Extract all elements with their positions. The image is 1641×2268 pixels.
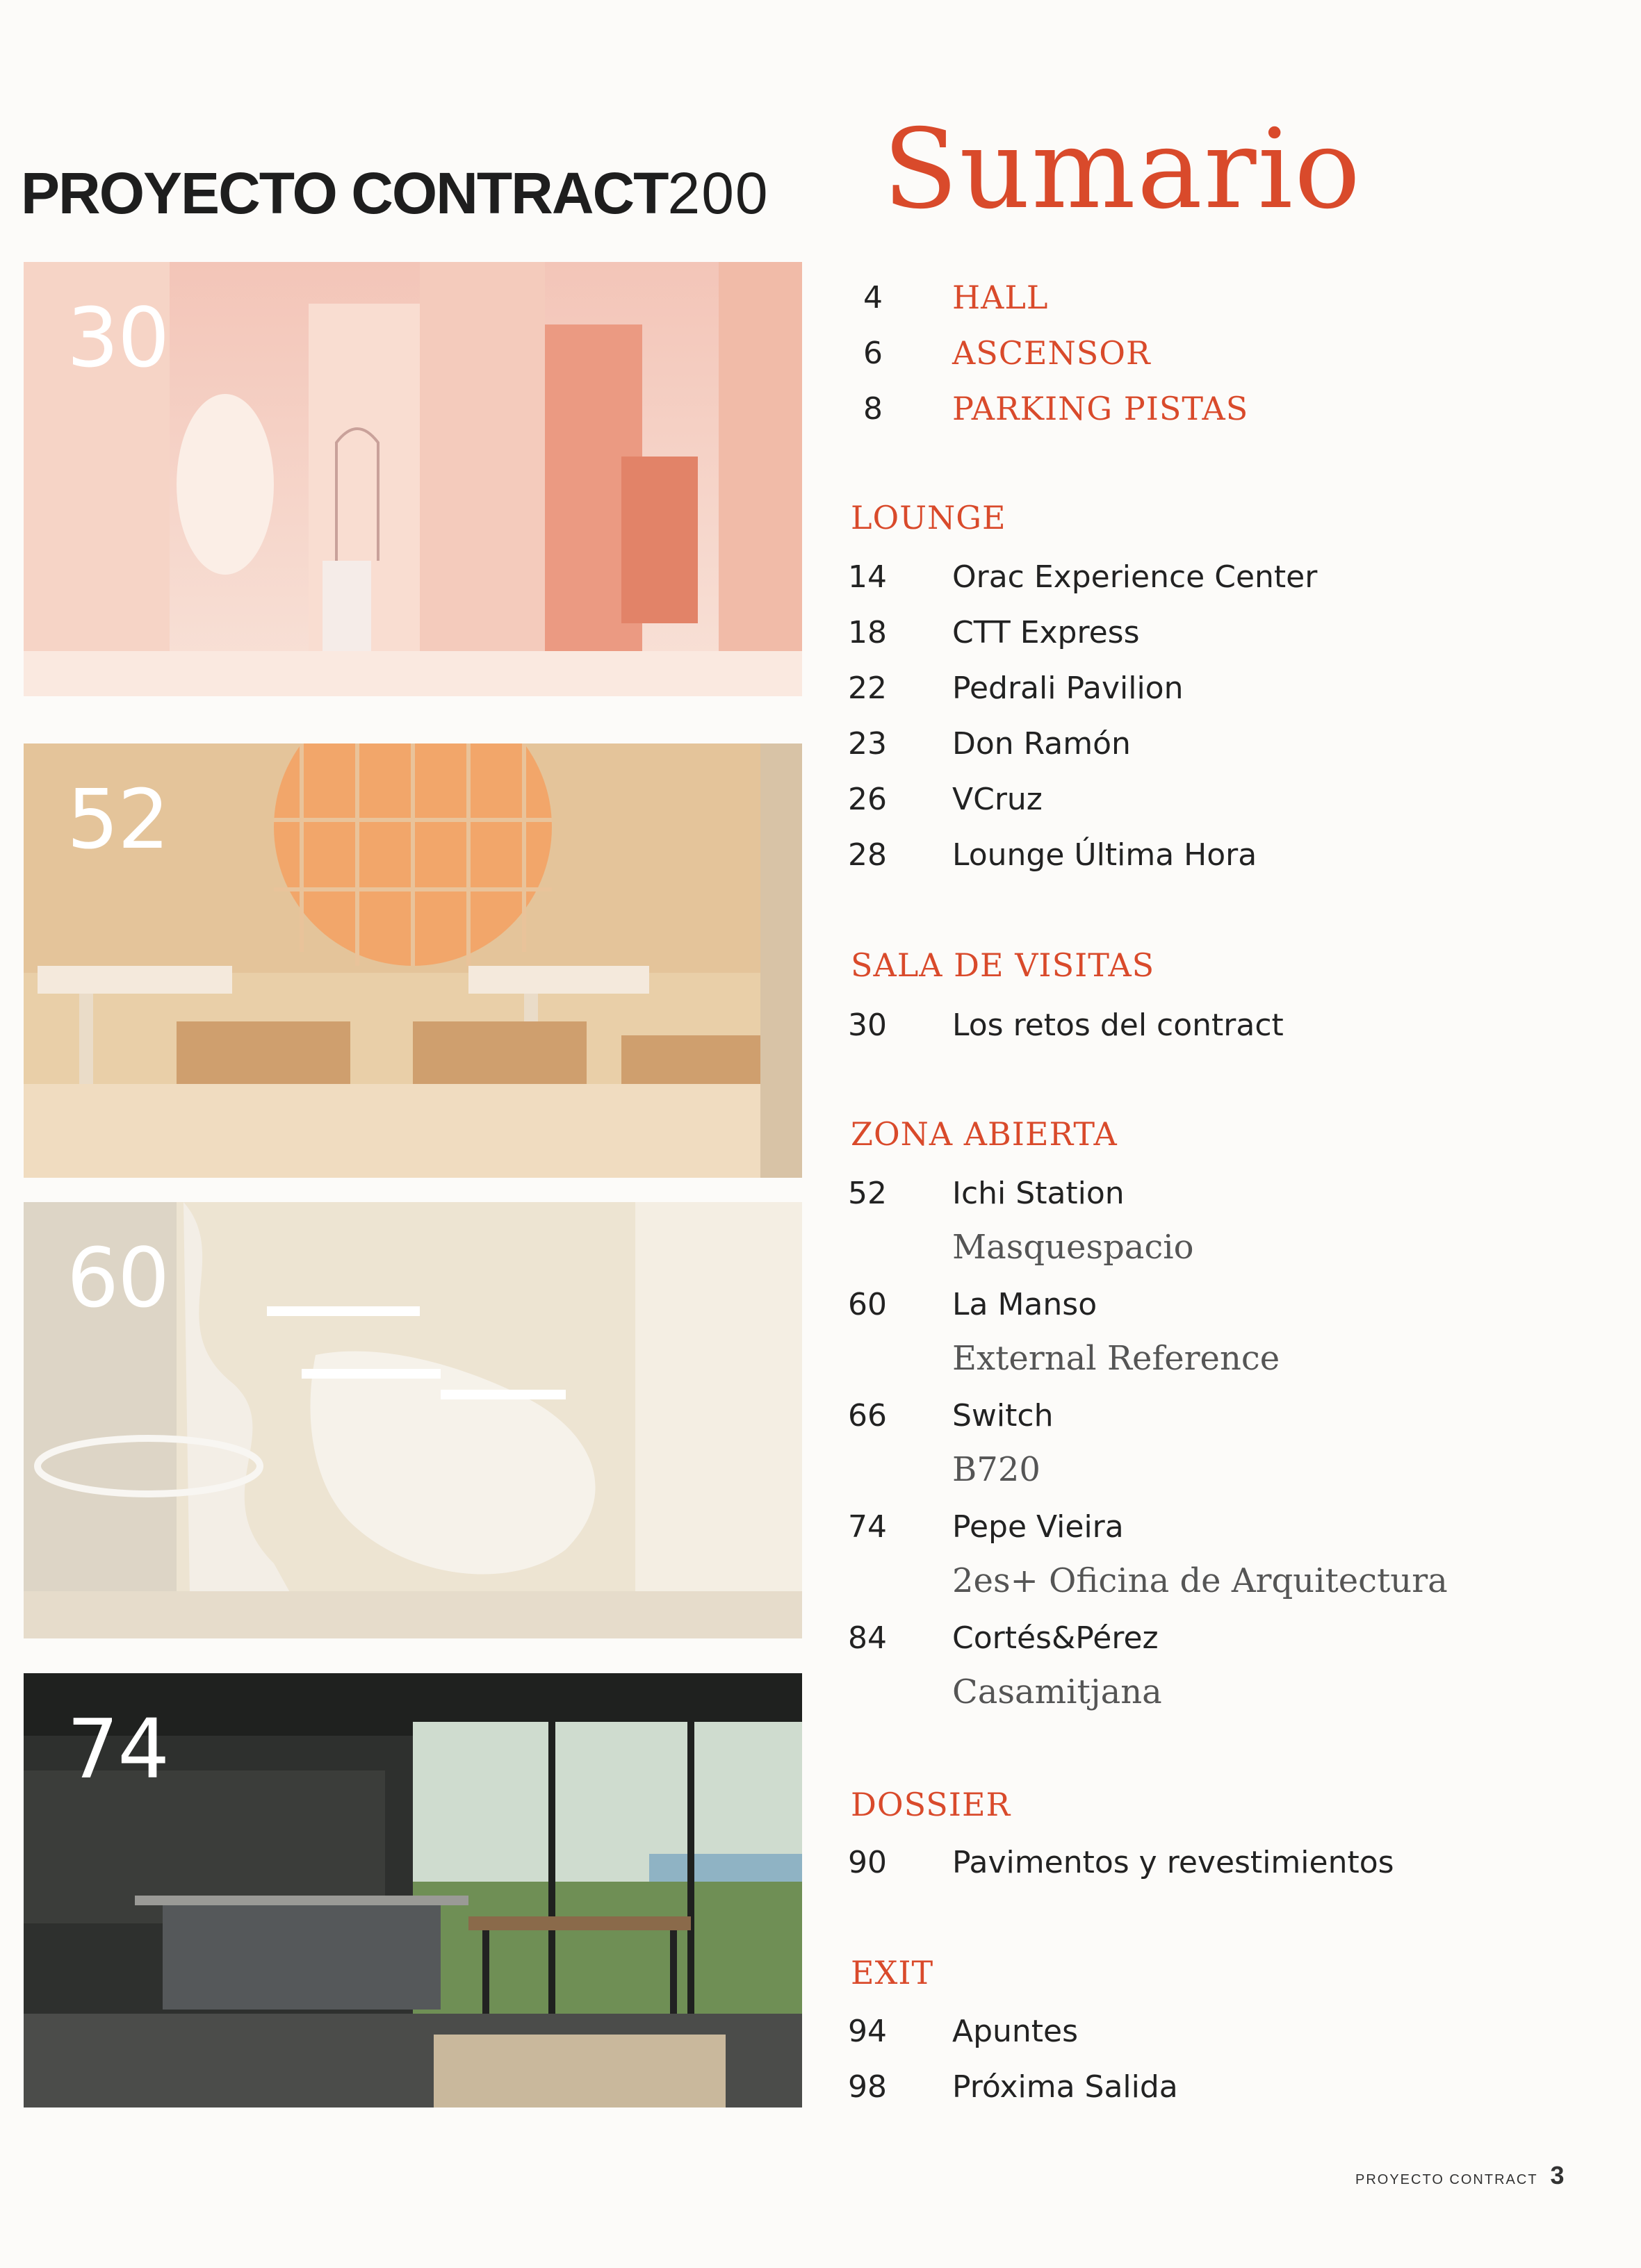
toc-author-name: Casamitjana	[952, 1673, 1162, 1711]
toc-entry[interactable]	[848, 384, 1248, 433]
toc-title: Pedrali Pavilion	[952, 670, 1184, 706]
page-title: Sumario	[883, 106, 1362, 233]
toc-author-name: 2es+ Oficina de Arquitectura	[952, 1561, 1448, 1600]
toc-page: 30	[848, 1007, 887, 1043]
toc-entry[interactable]	[848, 1613, 1159, 1662]
toc-page: 94	[848, 2013, 887, 2049]
toc-author-name: External Reference	[952, 1339, 1280, 1378]
photo-page-number: 30	[67, 290, 169, 386]
toc-title: ASCENSOR	[952, 334, 1151, 372]
photo-kitchen-interior	[24, 1673, 802, 2107]
toc-page: 26	[848, 781, 887, 817]
toc-entry[interactable]	[848, 1502, 1124, 1551]
toc-title: Próxima Salida	[952, 2069, 1178, 2105]
toc-title: Lounge Última Hora	[952, 837, 1257, 873]
footer-page-number: 3	[1550, 2161, 1565, 2189]
toc-page: 28	[848, 837, 887, 873]
toc-page: 52	[848, 1175, 887, 1211]
toc-entry[interactable]	[848, 273, 1048, 322]
toc-page: 90	[848, 1844, 887, 1880]
magazine-masthead	[21, 160, 769, 227]
toc-title: PARKING PISTAS	[952, 390, 1249, 427]
toc-author	[848, 1556, 1448, 1605]
toc-title: La Manso	[952, 1286, 1097, 1322]
toc-entry[interactable]	[848, 2007, 1078, 2055]
section-heading-lounge: LOUNGE	[851, 499, 1006, 536]
photo-page-number: 52	[67, 771, 169, 867]
toc-page: 8	[863, 391, 883, 427]
toc-title: Apuntes	[952, 2013, 1079, 2049]
toc-page: 4	[863, 279, 883, 315]
section-heading-dossier: DOSSIER	[851, 1786, 1011, 1823]
toc-entry[interactable]	[848, 1391, 1053, 1440]
toc-entry[interactable]	[848, 1280, 1097, 1329]
toc-page: 23	[848, 725, 887, 762]
toc-author-name: Masquespacio	[952, 1228, 1194, 1267]
toc-page: 98	[848, 2069, 887, 2105]
toc-author	[848, 1668, 1162, 1716]
toc-title: HALL	[952, 279, 1049, 316]
toc-title: Switch	[952, 1397, 1054, 1433]
toc-title: VCruz	[952, 781, 1043, 817]
photo-restaurant-interior	[24, 743, 802, 1178]
toc-title: Pepe Vieira	[952, 1509, 1124, 1545]
toc-page: 22	[848, 670, 887, 706]
toc-title: Pavimentos y revestimientos	[952, 1844, 1394, 1880]
toc-author	[848, 1445, 1040, 1494]
toc-author	[848, 1223, 1194, 1272]
toc-page: 84	[848, 1620, 887, 1656]
toc-author-name: B720	[952, 1450, 1040, 1489]
toc-author	[848, 1334, 1280, 1383]
footer-magazine-name: PROYECTO CONTRACT	[1355, 2172, 1538, 2187]
toc-entry[interactable]	[848, 830, 1257, 879]
section-heading-sala-de-visitas: SALA DE VISITAS	[851, 946, 1155, 984]
toc-entry[interactable]	[848, 2062, 1178, 2111]
masthead-name: PROYECTO CONTRACT	[21, 161, 668, 226]
toc-page: 60	[848, 1286, 887, 1322]
page-footer	[1355, 2161, 1565, 2190]
toc-title: Cortés&Pérez	[952, 1620, 1159, 1656]
toc-title: Ichi Station	[952, 1175, 1125, 1211]
toc-title: Los retos del contract	[952, 1007, 1284, 1043]
toc-entry[interactable]	[848, 329, 1151, 377]
toc-entry[interactable]	[848, 1169, 1125, 1217]
toc-page: 66	[848, 1397, 887, 1433]
toc-entry[interactable]	[848, 664, 1184, 712]
toc-page: 6	[863, 335, 883, 371]
toc-entry[interactable]	[848, 608, 1140, 657]
toc-page: 74	[848, 1509, 887, 1545]
toc-entry[interactable]	[848, 1838, 1394, 1887]
toc-title: Don Ramón	[952, 725, 1131, 762]
photo-pink-interior	[24, 262, 802, 696]
toc-entry[interactable]	[848, 552, 1317, 601]
toc-title: Orac Experience Center	[952, 559, 1318, 595]
section-heading-zona-abierta: ZONA ABIERTA	[851, 1115, 1118, 1153]
section-heading-exit: EXIT	[851, 1954, 934, 1991]
toc-page: 14	[848, 559, 887, 595]
photo-sculptural-interior	[24, 1202, 802, 1638]
photo-page-number: 60	[67, 1230, 169, 1326]
issue-number: 200	[667, 161, 769, 226]
photo-page-number: 74	[67, 1701, 169, 1797]
toc-entry[interactable]	[848, 775, 1043, 823]
toc-page: 18	[848, 614, 887, 650]
toc-title: CTT Express	[952, 614, 1140, 650]
toc-entry[interactable]	[848, 1001, 1284, 1049]
toc-entry[interactable]	[848, 719, 1131, 768]
